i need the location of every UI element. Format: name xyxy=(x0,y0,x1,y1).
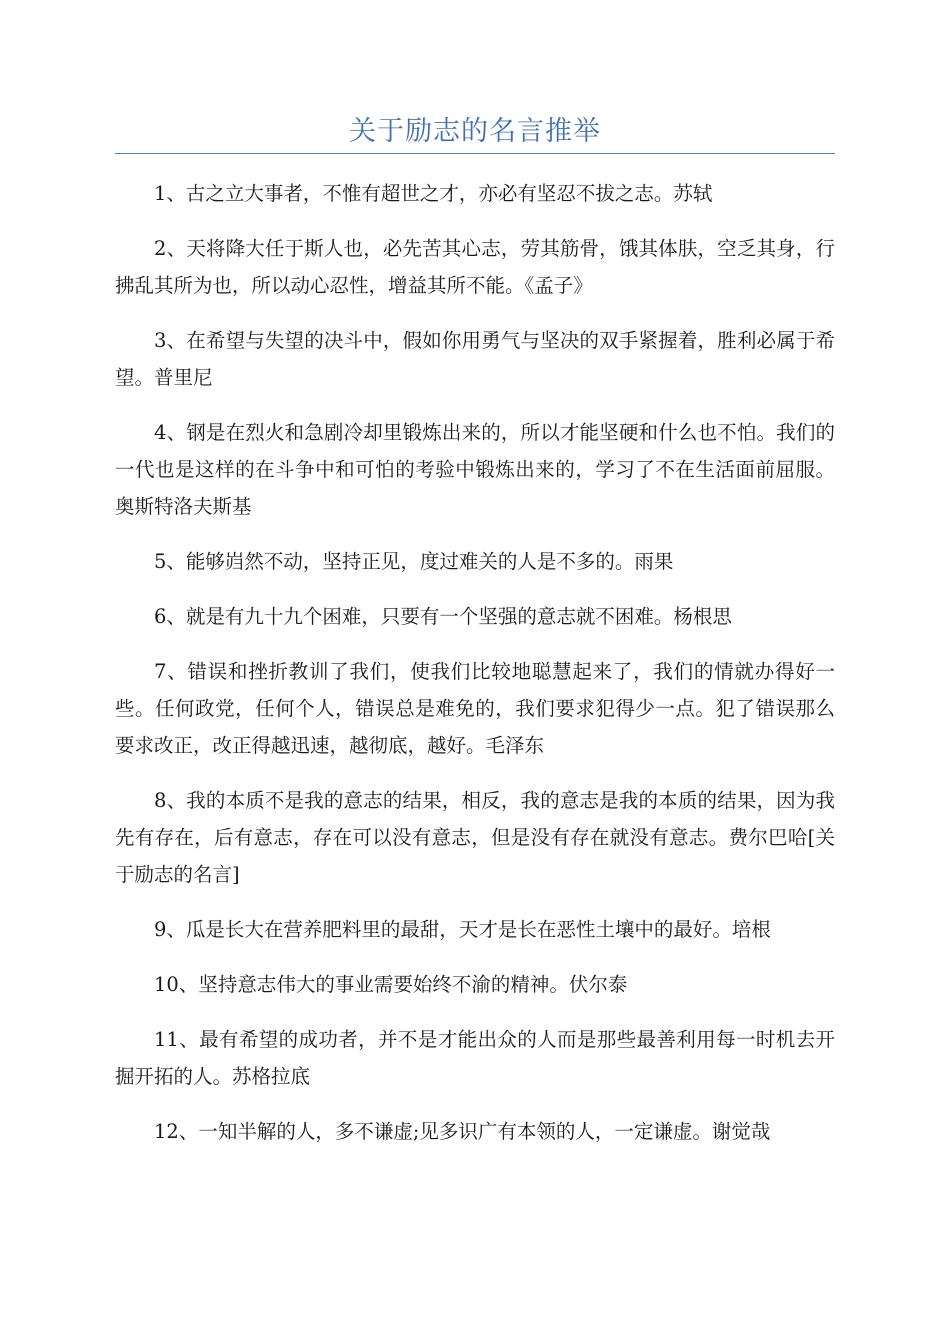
quote-paragraph: 12、一知半解的人，多不谦虚;见多识广有本领的人，一定谦虚。谢觉哉 xyxy=(154,1120,771,1143)
quote-paragraph: 6、就是有九十九个困难，只要有一个坚强的意志就不困难。杨根思 xyxy=(154,605,732,628)
quote-paragraph: 4、钢是在烈火和急剧冷却里锻炼出来的，所以才能坚硬和什么也不怕。我们的一代也是这样的在斗争中和可怕的考验中锻炼出来的，学习了不在生活面前屈服。奥斯特洛夫斯基 xyxy=(115,421,835,518)
title-underline xyxy=(115,153,835,154)
quote-paragraph: 11、最有希望的成功者，并不是才能出众的人而是那些最善利用每一时机去开掘开拓的人。苏格拉底 xyxy=(115,1028,835,1088)
quote-paragraph: 2、天将降大任于斯人也，必先苦其心志，劳其筋骨，饿其体肤，空乏其身，行拂乱其所为也，所以动心忍性，增益其所不能。《孟子》 xyxy=(115,237,835,297)
quote-paragraph: 10、坚持意志伟大的事业需要始终不渝的精神。伏尔泰 xyxy=(154,973,628,996)
quote-paragraph: 5、能够岿然不动，坚持正见，度过难关的人是不多的。雨果 xyxy=(154,550,674,573)
quote-paragraph: 1、古之立大事者，不惟有超世之才，亦必有坚忍不拔之志。苏轼 xyxy=(154,182,713,205)
quote-paragraph: 7、错误和挫折教训了我们，使我们比较地聪慧起来了，我们的情就办得好一些。任何政党，任何个人，错误总是难免的，我们要求犯得少一点。犯了错误那么要求改正，改正得越迅速，越彻底，越好。毛泽东 xyxy=(115,660,835,757)
quote-paragraph: 9、瓜是长大在营养肥料里的最甜，天才是长在恶性土壤中的最好。培根 xyxy=(154,918,771,941)
quote-paragraph: 8、我的本质不是我的意志的结果，相反，我的意志是我的本质的结果，因为我先有存在，后有意志，存在可以没有意志，但是没有存在就没有意志。费尔巴哈[关于励志的名言] xyxy=(115,789,835,886)
document-title: 关于励志的名言推举 xyxy=(349,116,601,147)
quote-paragraph: 3、在希望与失望的决斗中，假如你用勇气与坚决的双手紧握着，胜利必属于希望。普里尼 xyxy=(115,329,835,389)
document-body xyxy=(115,175,835,1168)
